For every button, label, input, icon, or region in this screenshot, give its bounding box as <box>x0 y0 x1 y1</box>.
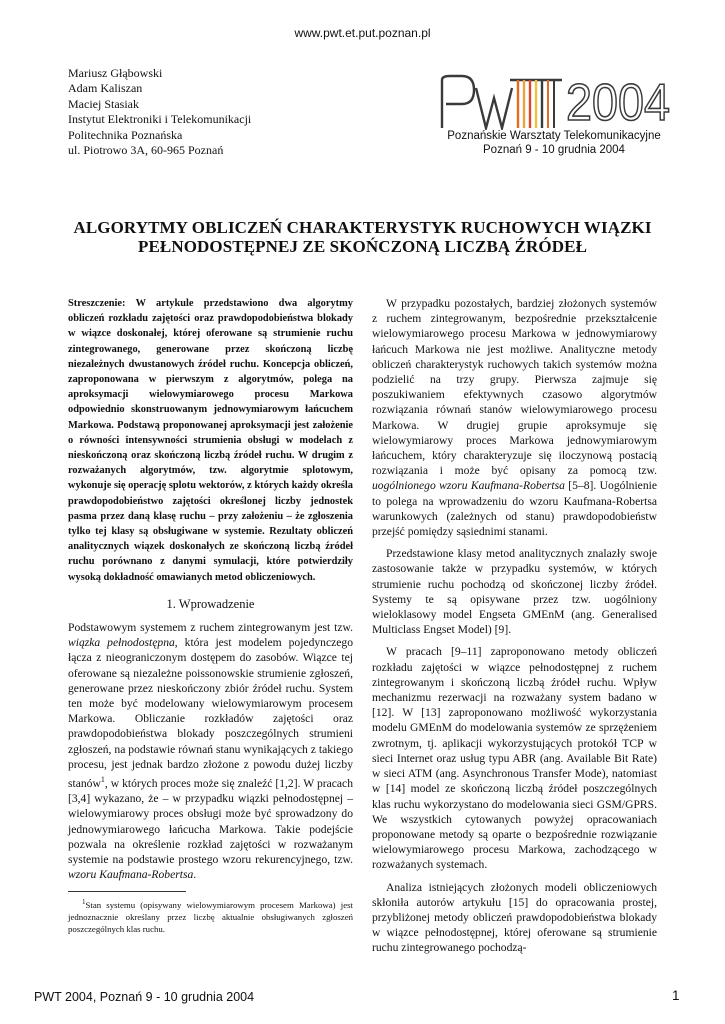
author-name: Maciej Stasiak <box>68 96 139 111</box>
section-heading: 1. Wprowadzenie <box>166 596 255 611</box>
conference-name: Poznańskie Warsztaty Telekomunikacyjne <box>447 130 661 142</box>
right-column <box>372 296 657 956</box>
logo-letter-p <box>442 76 474 128</box>
conference-date: Poznań 9 - 10 grudnia 2004 <box>483 144 625 156</box>
abstract: Streszczenie: W artykule przedstawiono dwa algorytmy obliczeń rozkładu zajętości oraz prawdopodobieństwa blokady w wiązce doskonałej, której oferowane są strumienie ruchu zintegrowanego, generowane przez skończoną liczbę niezależnych dwustanowych źródeł ruchu. Koncepcja obliczeń, zaproponowana w pierwszym z algorytmów, polega na aproksymacji wielowymiarowego procesu Markowa odpowiednio skonstruowanym jednowymiarowym łańcuchem Markowa. Podstawą proponowanej aproksymacji jest założenie o równości intensywności strumienia obsługi w modelach z nieskończoną oraz skończoną liczbą źródeł ruchu. W drugim z rozważanych algorytmów, tzw. algorytmie splotowym, wykonuje się operację splotu wektorów, z których każdy określa prawdopodobieństwo zajętości określonej liczby jednostek pasma przez daną klasę ruchu – przy założeniu – że zgłoszenia tylko tej klasy są obsługiwane w systemie. Rezultaty obliczeń analitycznych wiązek doskonałych ze skończoną liczbą źródeł ruchu porównano z danymi symulacji, które potwierdziły wysoką dokładność omawianych metod obliczeniowych. <box>68 298 353 583</box>
body-paragraph: Analiza istniejących złożonych modeli obliczeniowych skłoniła autorów artykułu [15] do opracowania prostej, przybliżonej metody obliczeń prawdopodobieństwa blokady w wiązce pełnodostępnej, której oferowane są strumienie ruchu zintegrowanego pochodzą- <box>372 880 657 955</box>
text-run: Podstawowym systemem z ruchem zintegrowanym jest tzw. <box>68 621 353 635</box>
term-italic: wzoru Kaufmana-Robertsa <box>68 868 194 882</box>
term-italic: uogólnionego wzoru Kaufmana-Robertsa <box>372 479 565 493</box>
footnote-divider <box>68 891 186 892</box>
site-url[interactable]: www.pwt.et.put.poznan.pl <box>294 26 431 40</box>
text-run: W przypadku pozostałych, bardziej złożonych systemów z ruchem zintegrowanym, bezpośrednie przekształcenie wielowymiarowego procesu Markowa w jednowymiarowy łańcuch Markowa nie jest możliwe. Analityczne metody obliczeń charakterystyk ruchowych takich systemów można podzielić na trzy grupy. Pierwsza zajmuje się poszukiwaniem efektywnych czasowo algorytmów rozwiązania równań stanów wielowymiarowego procesu Markowa. W drugiej grupie aproksymuje się wielowymiarowy proces Markowa jednowymiarowym łańcuchem, który charakteryzuje się iloczynową postacią rozwiązania i może być opisany za pomocą tzw. <box>372 297 657 478</box>
text-run: , w których proces może się znaleźć [1,2]. W pracach [3,4] wykazano, że – w przypadku wiązki pełnodostępnej – wielowymiarowy proces obsługi może być sprowadzony do jednowymiarowego łańcucha Markowa. Takie podejście pozwala na określenie rozkład zajętości w rozważanym systemie na podstawie prostego wzoru rekurencyjnego, tzw. <box>68 776 353 866</box>
conference-info <box>420 129 688 157</box>
page-number: 1 <box>672 988 680 1003</box>
paper-title-line: ALGORYTMY OBLICZEŃ CHARAKTERYSTYK RUCHOWYCH WIĄZKI <box>73 218 652 237</box>
intro-paragraph <box>68 620 353 882</box>
affiliation-institute: Instytut Elektroniki i Telekomunikacji <box>68 112 252 127</box>
footnote-text: Stan systemu (opisywany wielowymiarowym procesem Markowa) jest jednoznacznie określany przez liczbę aktualnie obsługiwanych zgłoszeń poszczególnych klas ruchu. <box>68 900 353 935</box>
body-paragraph: Przedstawione klasy metod analitycznych znalazły swoje zastosowanie także w przypadku systemów, w których strumienie ruchu pochodzą od skończonej liczby źródeł. Systemy te są opisywane przez tzw. uogólniony wieloklasowy model Engseta GMEnM (ang. Generalised Multiclass Engset Model) [9]. <box>372 547 657 637</box>
paper-title <box>40 218 685 256</box>
text-run: , która jest modelem pojedynczego łącza z nieograniczonym dostępem do zasobów. Wiązce tej oferowane są niezależne poissonowskie strumienie zgłoszeń, generowane przez nieskończony zbiór źródeł ruchu. System ten może być modelowany wielowymiarowym procesem Markowa. Obliczanie rozkładów zajętości oraz prawdopodobieństwa blokady poszczególnych strumieni zgłoszeń, na podstawie równań stanu wynikających z takiego procesu, jest jednak bardzo złożone z powodu dużej liczby stanów <box>68 636 353 790</box>
affiliation-university: Politechnika Poznańska <box>68 127 183 142</box>
author-name: Adam Kaliszan <box>68 81 143 96</box>
logo-year: 2004 <box>566 74 670 130</box>
term-italic: wiązka pełnodostępna <box>68 636 175 650</box>
paper-title-line: PEŁNODOSTĘPNEJ ZE SKOŃCZONĄ LICZBĄ ŹRÓDEŁ <box>137 237 588 256</box>
author-name: Mariusz Głąbowski <box>68 66 163 80</box>
footnote-ref[interactable]: 1 <box>100 775 105 785</box>
left-column <box>68 296 353 935</box>
footer-conference: PWT 2004, Poznań 9 - 10 grudnia 2004 <box>34 990 255 1004</box>
affiliation-address: ul. Piotrowo 3A, 60-965 Poznań <box>68 143 224 158</box>
body-paragraph: W pracach [9–11] zaproponowano metody obliczeń rozkładu zajętości w wiązce pełnodostępnej z ruchem zintegrowanym i skończoną liczbą źródeł ruchu. Wpływ mechanizmu rezerwacji na rozważany system badano w [12]. W [13] zaproponowano możliwość wykorzystania modelu GMEnM do modelowania systemów ze sprzężeniem zwrotnym, tj. aplikacji wykorzystujących protokół TCP w sieci Internet oraz usług typu ABR (ang. Available Bit Rate) w sieci ATM (ang. Asynchronous Transfer Mode), natomiast w [14] model ze skończoną liczbą źródeł poszczególnych klas ruchu wykorzystano do modelowania sieci GSM/GPRS. We wszystkich cytowanych powyżej opracowaniach proponowane metody są oparte o bezpośrednie rozwiązanie wielowymiarowego procesu Markowa, zachodzącego w rozważanych systemach. <box>372 645 657 872</box>
footnote <box>68 896 353 935</box>
logo-letter-w <box>476 88 512 128</box>
body-paragraph <box>372 296 657 539</box>
footnote-mark: 1 <box>82 898 86 907</box>
text-run: [5–8]. Uogólnienie to polega na wprowadzeniu do wzoru Kaufmana-Robertsa warunkowych (zależnych od stanu) prawdopodobieństw przejść pomiędzy sąsiednimi stanami. <box>372 479 657 539</box>
pwt-2004-logo <box>436 68 672 130</box>
text-run: . <box>193 868 197 882</box>
author-block <box>68 66 251 158</box>
